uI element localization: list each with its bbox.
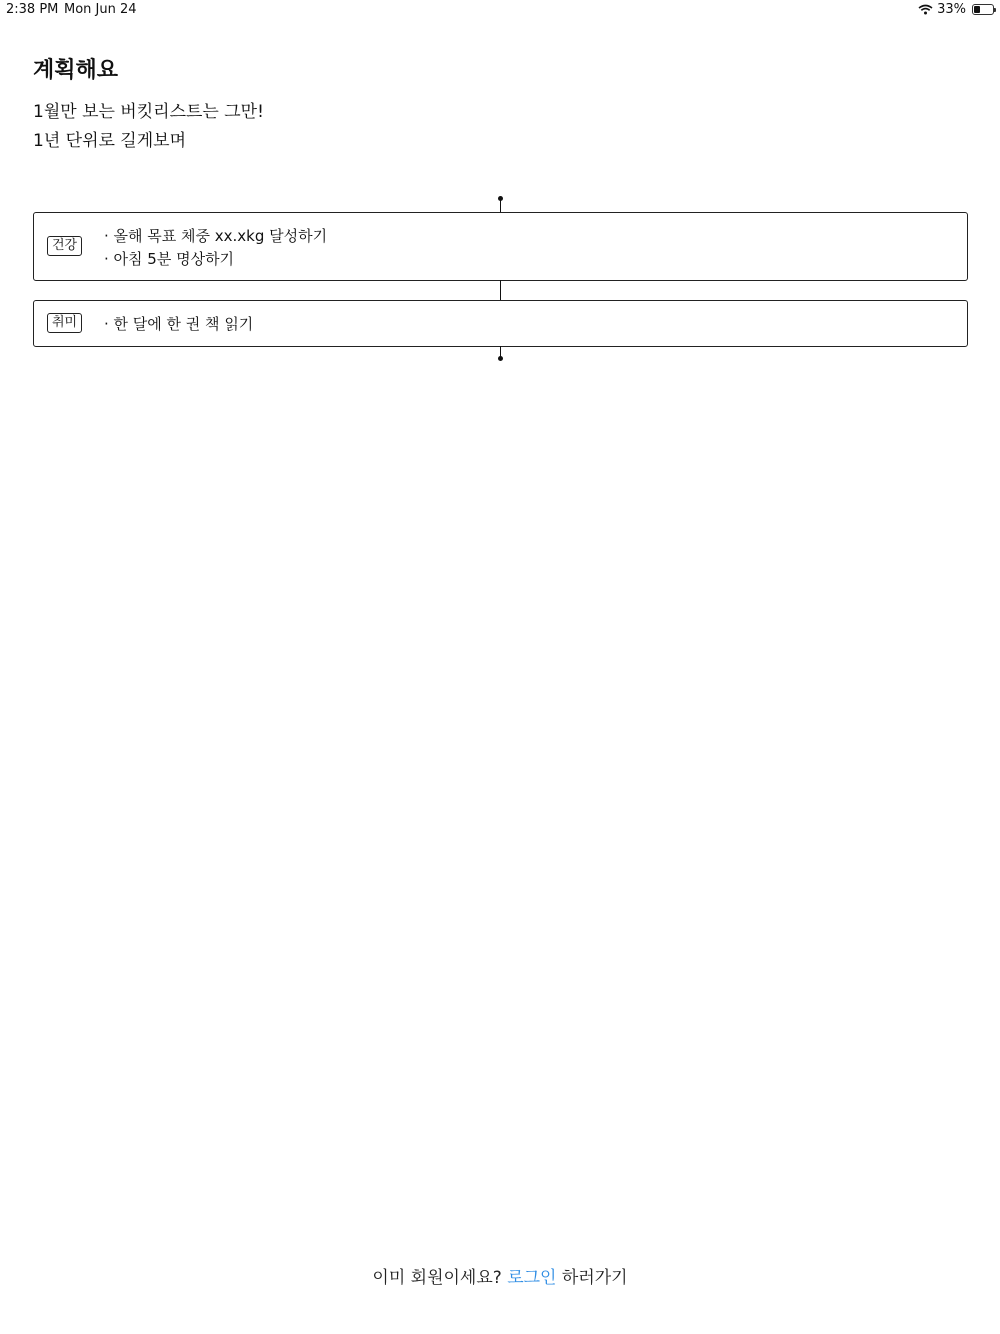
timeline-connector — [500, 200, 501, 212]
login-link[interactable]: 로그인 — [507, 1268, 557, 1288]
plan-items-hobby — [104, 313, 253, 336]
timeline-connector — [500, 280, 501, 300]
login-prompt-suffix: 하러가기 — [561, 1268, 628, 1288]
status-indicators — [918, 2, 994, 17]
category-tag-health: 건강 — [47, 236, 82, 256]
wifi-icon — [918, 4, 933, 15]
battery-icon — [972, 4, 994, 15]
plan-card-health[interactable] — [33, 212, 968, 281]
plan-item: · 한 달에 한 권 책 읽기 — [104, 315, 254, 333]
plan-item: · 아침 5분 명상하기 — [104, 250, 235, 268]
status-bar — [0, 0, 1000, 20]
subtitle-line-2: 1년 단위로 길게보며 — [33, 131, 186, 151]
plan-item: · 올해 목표 체중 xx.xkg 달성하기 — [104, 227, 328, 245]
status-time: 2:38 PM — [6, 2, 59, 17]
category-tag-hobby: 취미 — [47, 313, 82, 333]
login-prompt — [0, 1263, 1000, 1288]
subtitle-line-1: 1월만 보는 버킷리스트는 그만! — [33, 102, 264, 122]
login-prompt-prefix: 이미 회원이세요? — [372, 1268, 502, 1288]
battery-percent: 33% — [937, 2, 966, 17]
timeline-end-dot — [498, 356, 503, 361]
plan-card-hobby[interactable] — [33, 300, 968, 347]
plan-timeline — [33, 196, 968, 362]
status-date: Mon Jun 24 — [64, 2, 137, 17]
plan-items-health — [104, 225, 327, 271]
page-title: 계획해요 — [33, 58, 119, 83]
